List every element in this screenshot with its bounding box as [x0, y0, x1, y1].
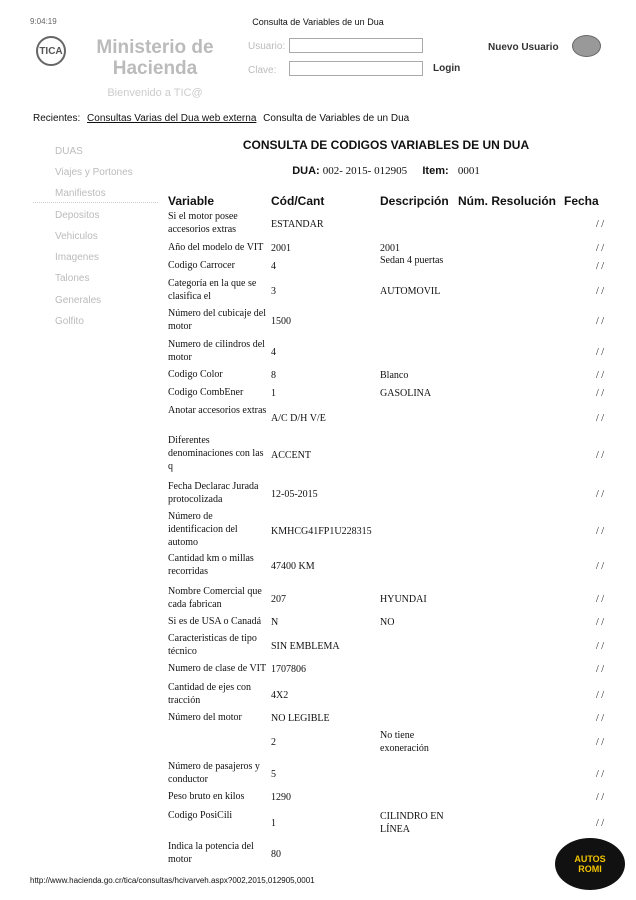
print-page-title: Consulta de Variables de un Dua	[252, 17, 384, 27]
fecha-cell: / /	[595, 261, 604, 272]
sidebar-item-2[interactable]: Manifiestos	[55, 188, 106, 199]
fecha-cell: / /	[595, 560, 604, 572]
column-header-cod: Cód/Cant	[271, 194, 325, 208]
watermark-line2: ROMI	[578, 864, 602, 874]
variable-cell: Si es de USA o Canadá	[168, 616, 262, 627]
page-url: http://www.hacienda.go.cr/tica/consultas/hcivarveh.aspx?002,2015,012905,0001	[30, 876, 315, 885]
recents-link[interactable]: Consultas Varias del Dua web externa	[87, 113, 257, 124]
fecha-cell: / /	[595, 218, 604, 230]
sidebar-item-8[interactable]: Golfito	[55, 316, 84, 327]
sidebar-item-7[interactable]: Generales	[55, 295, 102, 306]
sidebar-item-1[interactable]: Viajes y Portones	[55, 167, 133, 178]
fecha-cell: / /	[595, 346, 604, 358]
cod-cant-cell: NO LEGIBLE	[271, 713, 330, 724]
variable-cell: Fecha Declarac Jurada protocolizada	[168, 481, 259, 505]
cod-cant-cell: KMHCG41FP1U228315	[271, 525, 372, 537]
cod-cant-cell: 4	[271, 346, 276, 358]
item-value: 0001	[457, 165, 480, 177]
usuario-label: Usuario:	[248, 41, 286, 52]
column-header-descripcion: Descripción	[380, 194, 449, 208]
variable-cell: Nombre Comercial que cada fabrican	[168, 586, 262, 610]
cod-cant-cell: 5	[271, 768, 276, 780]
variable-cell: Numero de cilindros del motor	[168, 339, 265, 363]
fecha-cell: / /	[595, 640, 604, 652]
new-user-link[interactable]: Nuevo Usuario	[488, 42, 559, 53]
clave-input[interactable]	[289, 61, 423, 76]
fecha-cell: / /	[595, 792, 604, 803]
fecha-cell: / /	[595, 736, 604, 748]
recents-label: Recientes:	[33, 113, 81, 124]
fecha-cell: / /	[595, 285, 604, 297]
variable-cell: Anotar accesorios extras	[168, 405, 267, 416]
variable-cell: Número del cubicaje del motor	[168, 308, 267, 332]
cod-cant-cell: ACCENT	[271, 449, 311, 461]
descripcion-cell: AUTOMOVIL	[380, 285, 441, 297]
hacienda-seal-icon	[572, 35, 601, 57]
variable-cell: Cantidad de ejes con tracción	[168, 682, 252, 706]
cod-cant-cell: 1	[271, 817, 276, 829]
variable-cell: Diferentes denominaciones con las q	[168, 435, 264, 472]
cod-cant-cell: ESTANDAR	[271, 218, 324, 230]
cod-cant-cell: N	[271, 617, 279, 628]
clave-label: Clave:	[248, 65, 277, 76]
usuario-input[interactable]	[289, 38, 423, 53]
cod-cant-cell: 12-05-2015	[271, 488, 318, 500]
cod-cant-cell: 1	[271, 388, 276, 399]
cod-cant-cell: 4X2	[271, 689, 289, 701]
fecha-cell: / /	[595, 243, 604, 254]
variable-cell: Codigo Carrocer	[168, 260, 235, 271]
cod-cant-cell: 8	[271, 370, 276, 381]
cod-cant-cell: 1500	[271, 315, 291, 327]
descripcion-cell: NO	[380, 617, 395, 628]
cod-cant-cell: 80	[271, 848, 281, 860]
fecha-cell: / /	[595, 689, 604, 701]
fecha-cell: / /	[595, 664, 604, 675]
cod-cant-cell: SIN EMBLEMA	[271, 640, 340, 652]
variable-cell: Caracteristicas de tipo técnico	[168, 633, 257, 657]
sidebar-item-4[interactable]: Vehiculos	[55, 231, 98, 242]
descripcion-cell: Blanco	[380, 370, 409, 381]
tica-logo[interactable]: TICA	[36, 36, 66, 66]
descripcion-cell: No tiene exoneración	[380, 730, 429, 754]
fecha-cell: / /	[595, 593, 604, 605]
descripcion-cell: GASOLINA	[380, 388, 432, 399]
descripcion-cell: Sedan 4 puertas	[380, 254, 444, 266]
sidebar-item-0[interactable]: DUAS	[55, 146, 83, 157]
variable-cell: Número del motor	[168, 712, 242, 723]
variable-cell: Si el motor posee accesorios extras	[168, 211, 238, 235]
recents-current: Consulta de Variables de un Dua	[263, 113, 410, 124]
column-header-resolucion: Núm. Resolución	[458, 194, 557, 208]
sidebar-item-3[interactable]: Depositos	[55, 210, 100, 221]
descripcion-cell: HYUNDAI	[380, 593, 427, 605]
dua-label: DUA:	[292, 165, 320, 177]
variable-cell: Indica la potencia del motor	[168, 841, 254, 865]
fecha-cell: / /	[595, 449, 604, 461]
cod-cant-cell: 207	[271, 593, 286, 605]
fecha-cell: / /	[595, 488, 604, 500]
fecha-cell: / /	[595, 370, 604, 381]
variable-cell: Numero de clase de VIT	[168, 663, 267, 674]
cod-cant-cell: 2	[271, 736, 276, 748]
page-title: CONSULTA DE CODIGOS VARIABLES DE UN DUA	[242, 138, 530, 152]
fecha-cell: / /	[595, 768, 604, 780]
cod-cant-cell: 2001	[271, 243, 291, 254]
column-header-fecha: Fecha	[564, 194, 599, 208]
descripcion-cell: CILINDRO EN LÍNEA	[380, 811, 444, 835]
welcome-text: Bienvenido a TIC@	[107, 87, 203, 99]
watermark-line1: AUTOS	[574, 854, 606, 864]
recents-breadcrumb	[33, 113, 409, 124]
column-header-variable: Variable	[168, 194, 215, 208]
dua-value: 002- 2015- 012905	[322, 165, 408, 177]
variable-cell: Codigo PosiCili	[168, 810, 233, 821]
cod-cant-cell: 1707806	[271, 664, 306, 675]
dua-info	[168, 165, 604, 177]
variable-cell: Codigo CombEner	[168, 387, 244, 398]
fecha-cell: / /	[595, 713, 604, 724]
fecha-cell: / /	[595, 617, 604, 628]
item-label: Item:	[422, 165, 449, 177]
descripcion-cell: 2001	[380, 243, 400, 254]
variable-cell: Cantidad km o millas recorridas	[168, 553, 254, 577]
cod-cant-cell: 4	[271, 261, 276, 272]
sidebar-item-5[interactable]: Imagenes	[55, 252, 99, 263]
sidebar-divider	[33, 202, 158, 203]
autos-romi-watermark	[555, 838, 625, 890]
cod-cant-cell: A/C D/H V/E	[271, 412, 326, 424]
fecha-cell: / /	[595, 388, 604, 399]
variable-cell: Número de identificacion del automo	[168, 511, 238, 548]
cod-cant-cell: 47400 KM	[271, 560, 315, 572]
cod-cant-cell: 3	[271, 285, 276, 297]
variable-cell: Año del modelo de VIT	[168, 242, 264, 253]
fecha-cell: / /	[595, 817, 604, 829]
fecha-cell: / /	[595, 412, 604, 424]
variable-cell: Peso bruto en kilos	[168, 791, 245, 802]
variable-cell: Categoría en la que se clasifica el	[168, 278, 257, 302]
fecha-cell: / /	[595, 525, 604, 537]
sidebar-item-6[interactable]: Talones	[55, 273, 90, 284]
login-link[interactable]: Login	[433, 63, 461, 74]
variable-cell: Codigo Color	[168, 369, 223, 380]
print-time: 9:04:19	[30, 17, 57, 26]
ministry-title: Ministerio de Hacienda	[96, 37, 214, 79]
cod-cant-cell: 1290	[271, 792, 291, 803]
variable-cell: Número de pasajeros y conductor	[168, 761, 260, 785]
fecha-cell: / /	[595, 315, 604, 327]
